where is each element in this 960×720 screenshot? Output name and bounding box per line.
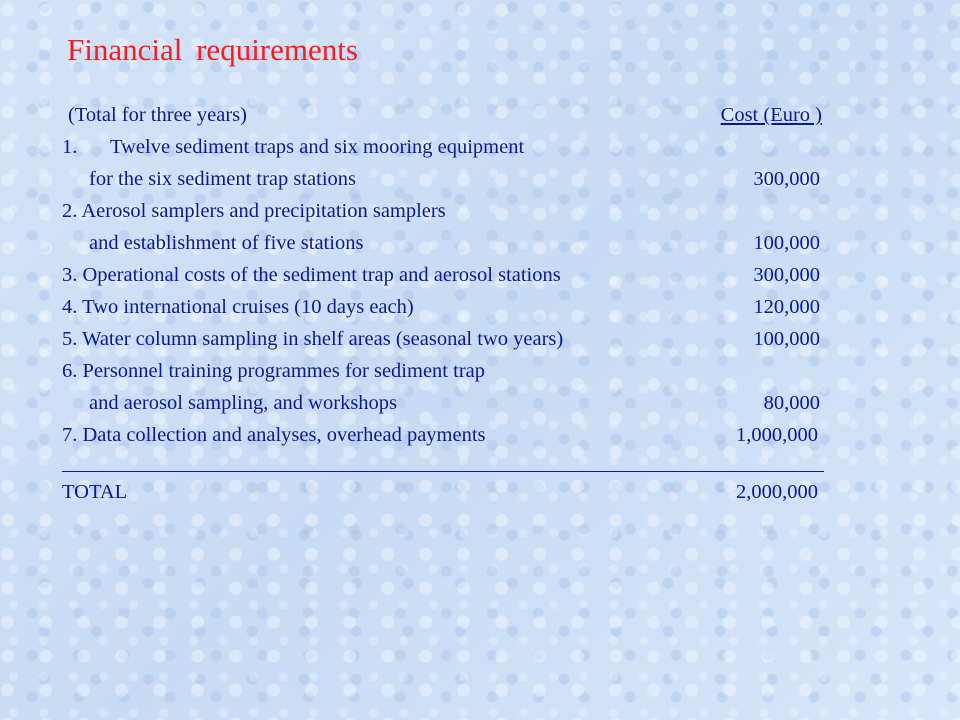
item-description: 3. Operational costs of the sediment trap and aerosol stations [62,264,561,286]
table-row [62,195,824,227]
item-cost: 100,000 [753,232,820,254]
table-header-row [62,99,824,131]
item-description-continued: and aerosol sampling, and workshops [89,392,398,414]
table-row [62,355,824,387]
item-description: 4. Two international cruises (10 days each) [62,296,414,318]
table-row-continuation [62,163,824,195]
table-row [62,323,824,355]
item-cost: 120,000 [753,296,820,318]
item-description-continued: and establishment of five stations [89,232,364,254]
item-cost: 80,000 [763,392,820,414]
total-period-label: (Total for three years) [68,104,247,126]
table-row-continuation [62,387,824,419]
cost-table [62,99,824,508]
item-cost: 100,000 [753,328,820,350]
total-divider [62,451,824,472]
table-row [62,259,824,291]
item-description: 5. Water column sampling in shelf areas (seasonal two years) [62,328,564,350]
total-cost: 2,000,000 [736,481,818,503]
table-row-continuation [62,227,824,259]
item-description: 2. Aerosol samplers and precipitation samplers [62,200,446,222]
item-description: Twelve sediment traps and six mooring equipment [110,136,525,158]
item-description-continued: for the six sediment trap stations [89,168,357,190]
total-label: TOTAL [62,481,128,503]
cost-column-header: Cost (Euro ) [720,104,822,126]
item-cost: 1,000,000 [736,424,818,446]
item-description: 6. Personnel training programmes for sediment trap [62,360,485,382]
item-number: 1. [62,136,78,158]
page-title: Financial requirements [67,32,358,67]
table-row [62,419,824,451]
table-row [62,131,824,163]
total-row [62,476,824,508]
item-cost: 300,000 [753,264,820,286]
item-cost: 300,000 [753,168,820,190]
item-description: 7. Data collection and analyses, overhead payments [62,424,486,446]
table-row [62,291,824,323]
